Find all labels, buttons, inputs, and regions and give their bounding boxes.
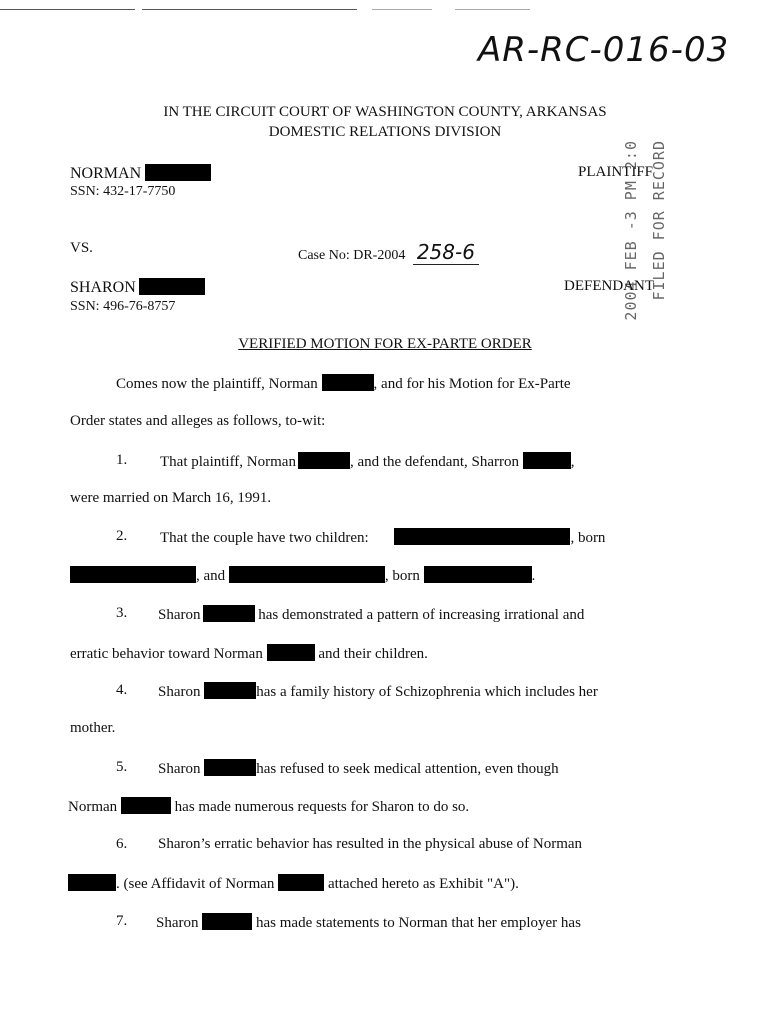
intro-line1: Comes now the plaintiff, Norman , and for his Motion for Ex-Parte xyxy=(116,376,571,392)
paragraph-5-line1: Sharon has refused to seek medical attention, even though xyxy=(158,761,559,777)
paragraph-6-line1: Sharon’s erratic behavior has resulted in the physical abuse of Norman xyxy=(158,836,583,852)
case-number-handwritten: 258-6 xyxy=(413,240,479,265)
redaction-bar xyxy=(202,913,252,930)
intro-line2: Order states and alleges as follows, to-wit: xyxy=(70,413,326,429)
paragraph-4-line2: mother. xyxy=(70,720,116,736)
paragraph-4-number: 4. xyxy=(116,682,128,698)
scan-artifact-line xyxy=(372,9,432,10)
paragraph-1-number: 1. xyxy=(116,452,128,468)
redaction-bar xyxy=(278,874,324,891)
redaction-bar xyxy=(203,605,255,622)
plaintiff-ssn: SSN: 432-17-7750 xyxy=(70,184,176,199)
redaction-bar xyxy=(70,566,196,583)
court-heading-line2: DOMESTIC RELATIONS DIVISION xyxy=(268,124,502,140)
defendant-ssn: SSN: 496-76-8757 xyxy=(70,299,176,314)
plaintiff-role: PLAINTIFF xyxy=(578,164,654,180)
paragraph-2-line2: , and , born . xyxy=(70,566,535,585)
paragraph-6-line2: . (see Affidavit of Norman attached hereto as Exhibit "A"). xyxy=(68,874,519,893)
paragraph-2-line1: That the couple have two children: , born xyxy=(160,530,606,546)
case-number xyxy=(298,240,479,264)
redaction-bar xyxy=(68,874,116,891)
scan-artifact-line xyxy=(0,9,135,10)
paragraph-3-line1: Sharon has demonstrated a pattern of increasing irrational and xyxy=(158,607,585,623)
redaction-bar xyxy=(424,566,532,583)
paragraph-1-line2: were married on March 16, 1991. xyxy=(70,490,272,506)
paragraph-5-line2: Norman has made numerous requests for Sharon to do so. xyxy=(68,799,470,815)
redaction-bar xyxy=(204,759,256,776)
paragraph-1-line1: That plaintiff, Norman , and the defendant, Sharron , xyxy=(160,454,575,470)
plaintiff-name: NORMAN xyxy=(70,164,211,183)
scan-artifact-line xyxy=(455,9,530,10)
paragraph-4-line1: Sharon has a family history of Schizophrenia which includes her xyxy=(158,684,598,700)
filed-stamp-line1: FILED FOR RECORD xyxy=(650,140,668,301)
redaction-bar xyxy=(322,374,374,391)
paragraph-3-number: 3. xyxy=(116,605,128,621)
paragraph-3-line2: erratic behavior toward Norman and their children. xyxy=(70,646,428,662)
paragraph-2-number: 2. xyxy=(116,528,128,544)
versus-label: VS. xyxy=(70,240,93,256)
redaction-bar xyxy=(523,452,571,469)
redaction-bar xyxy=(298,452,350,469)
scan-artifact-line xyxy=(142,9,357,10)
paragraph-7-number: 7. xyxy=(116,913,128,929)
court-heading-line1: IN THE CIRCUIT COURT OF WASHINGTON COUNTY, ARKANSAS xyxy=(163,104,607,120)
redaction-bar xyxy=(229,566,385,583)
paragraph-7-line1: Sharon has made statements to Norman that her employer has xyxy=(156,915,581,931)
redaction-bar xyxy=(394,528,570,545)
redaction-bar xyxy=(267,644,315,661)
paragraph-5-number: 5. xyxy=(116,759,128,775)
defendant-role: DEFENDANT xyxy=(564,278,654,294)
paragraph-6-number: 6. xyxy=(116,836,128,852)
filed-stamp-line2: 2004 FEB -3 PM 2:0 xyxy=(622,140,640,321)
defendant-name: SHARON xyxy=(70,278,205,297)
case-number-label: Case No: DR-2004 xyxy=(298,248,406,263)
handwritten-file-number: AR-RC-016-03 xyxy=(478,30,730,70)
redaction-bar xyxy=(139,278,205,295)
redaction-bar xyxy=(204,682,256,699)
redaction-bar xyxy=(145,164,211,181)
document-title: VERIFIED MOTION FOR EX-PARTE ORDER xyxy=(238,336,532,352)
redaction-bar xyxy=(121,797,171,814)
